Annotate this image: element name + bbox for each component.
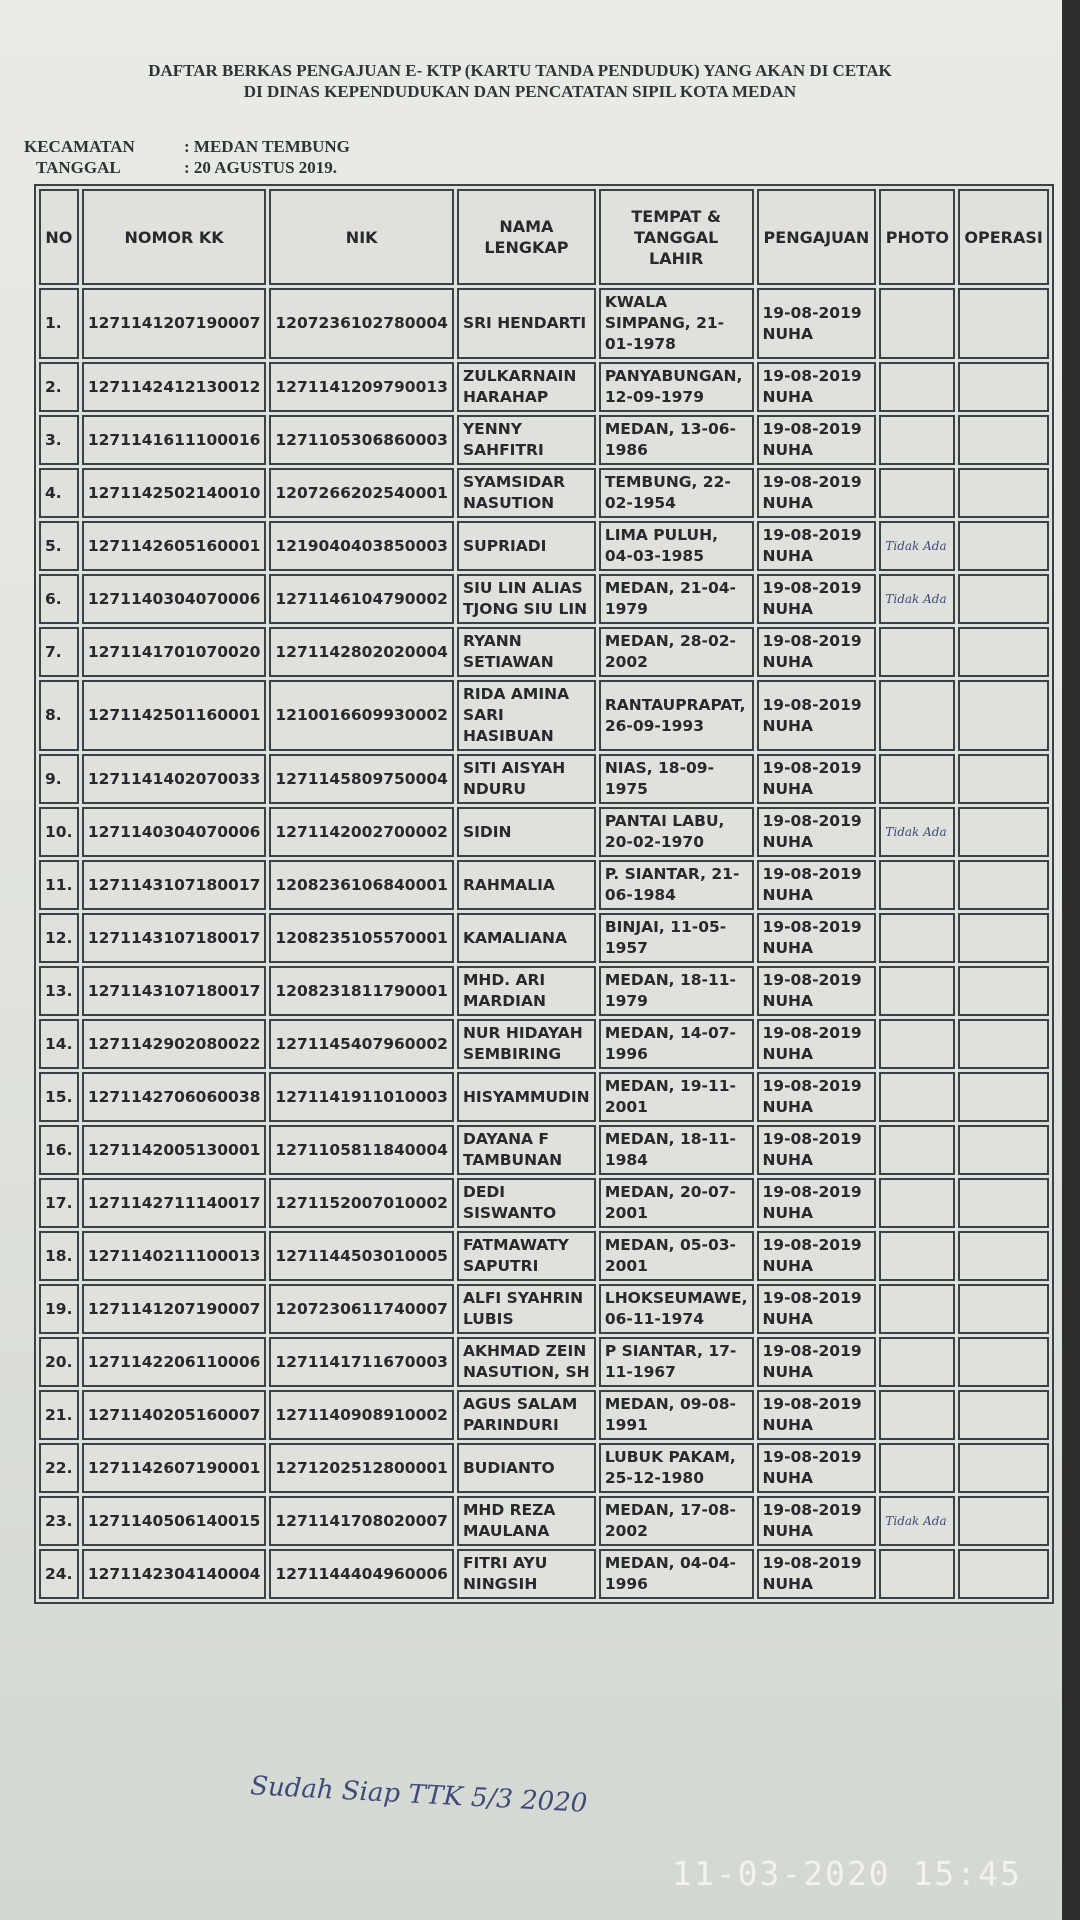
row-photo [879, 1443, 955, 1493]
table-row [39, 521, 1049, 571]
row-nik: 1207236102780004 [269, 288, 454, 359]
row-no: 10. [39, 807, 79, 857]
pengajuan-date: 19-08-2019 [762, 303, 862, 322]
row-nama: YENNY SAHFITRI [457, 415, 596, 465]
pengajuan-date: 19-08-2019 [762, 918, 862, 936]
row-photo: Tidak Ada [879, 807, 955, 857]
row-nik: 1208235105570001 [269, 913, 454, 963]
pengajuan-date: 19-08-2019 [762, 367, 862, 385]
pengajuan-date: 19-08-2019 [762, 1554, 862, 1572]
row-nama: BUDIANTO [457, 1443, 596, 1493]
row-nomor-kk: 1271142412130012 [82, 362, 267, 412]
row-photo [879, 1125, 955, 1175]
pengajuan-date: 19-08-2019 [762, 865, 862, 883]
row-operasi [958, 1072, 1049, 1122]
col-tempat-tanggal-lahir: TEMPAT & TANGGAL LAHIR [599, 189, 754, 285]
row-tempat-tanggal-lahir: KWALA SIMPANG, 21-01-1978 [599, 288, 754, 359]
pengajuan-date: 19-08-2019 [762, 1342, 862, 1360]
row-nik: 1271141209790013 [269, 362, 454, 412]
row-nik: 1271152007010002 [269, 1178, 454, 1228]
row-pengajuan [757, 574, 877, 624]
pengajuan-officer: NUHA [762, 833, 814, 851]
row-photo: Tidak Ada [879, 574, 955, 624]
table-row [39, 754, 1049, 804]
row-nik: 1219040403850003 [269, 521, 454, 571]
row-tempat-tanggal-lahir: MEDAN, 05-03-2001 [599, 1231, 754, 1281]
row-nomor-kk: 1271141207190007 [82, 1284, 267, 1334]
pengajuan-officer: NUHA [762, 1363, 814, 1381]
row-nama: MHD. ARI MARDIAN [457, 966, 596, 1016]
table-row [39, 913, 1049, 963]
pengajuan-officer: NUHA [762, 716, 814, 735]
row-nomor-kk: 1271142607190001 [82, 1443, 267, 1493]
pengajuan-officer: NUHA [762, 992, 814, 1010]
row-nik: 1208236106840001 [269, 860, 454, 910]
row-photo: Tidak Ada [879, 521, 955, 571]
row-nama: SYAMSIDAR NASUTION [457, 468, 596, 518]
row-operasi [958, 1231, 1049, 1281]
row-photo [879, 680, 955, 751]
applications-table [34, 184, 1054, 1604]
row-no: 23. [39, 1496, 79, 1546]
row-nama: NUR HIDAYAH SEMBIRING [457, 1019, 596, 1069]
pengajuan-officer: NUHA [762, 780, 814, 798]
row-nik: 1271141711670003 [269, 1337, 454, 1387]
row-nama: DAYANA F TAMBUNAN [457, 1125, 596, 1175]
row-operasi [958, 860, 1049, 910]
pengajuan-officer: NUHA [762, 1416, 814, 1434]
row-pengajuan [757, 1443, 877, 1493]
pengajuan-officer: NUHA [762, 600, 814, 618]
table-row [39, 680, 1049, 751]
row-photo [879, 1231, 955, 1281]
row-photo: Tidak Ada [879, 1496, 955, 1546]
title-line-1: DAFTAR BERKAS PENGAJUAN E- KTP (KARTU TANDA PENDUDUK) YANG AKAN DI CETAK [148, 61, 892, 80]
row-nama: AKHMAD ZEIN NASUTION, SH [457, 1337, 596, 1387]
row-nik: 1271144503010005 [269, 1231, 454, 1281]
pengajuan-date: 19-08-2019 [762, 420, 862, 438]
row-pengajuan [757, 521, 877, 571]
table-row [39, 362, 1049, 412]
row-photo [879, 1390, 955, 1440]
row-operasi [958, 1337, 1049, 1387]
pengajuan-date: 19-08-2019 [762, 526, 862, 544]
row-nama: SIU LIN ALIAS TJONG SIU LIN [457, 574, 596, 624]
row-nomor-kk: 1271143107180017 [82, 966, 267, 1016]
row-nomor-kk: 1271143107180017 [82, 913, 267, 963]
row-nama: SUPRIADI [457, 521, 596, 571]
row-no: 12. [39, 913, 79, 963]
pengajuan-date: 19-08-2019 [762, 1236, 862, 1254]
row-pengajuan [757, 415, 877, 465]
row-no: 18. [39, 1231, 79, 1281]
row-tempat-tanggal-lahir: NIAS, 18-09-1975 [599, 754, 754, 804]
row-pengajuan [757, 1496, 877, 1546]
row-operasi [958, 468, 1049, 518]
pengajuan-date: 19-08-2019 [762, 1130, 862, 1148]
table-row [39, 1019, 1049, 1069]
row-operasi [958, 807, 1049, 857]
pengajuan-officer: NUHA [762, 1204, 814, 1222]
table-row [39, 288, 1049, 359]
row-operasi [958, 1019, 1049, 1069]
table-row [39, 1390, 1049, 1440]
table-row [39, 1231, 1049, 1281]
row-tempat-tanggal-lahir: MEDAN, 28-02-2002 [599, 627, 754, 677]
row-no: 17. [39, 1178, 79, 1228]
row-nama: RIDA AMINA SARI HASIBUAN [457, 680, 596, 751]
row-nik: 1271142802020004 [269, 627, 454, 677]
row-nik: 1271140908910002 [269, 1390, 454, 1440]
row-nomor-kk: 1271141402070033 [82, 754, 267, 804]
table-body [39, 288, 1049, 1599]
table-row [39, 1125, 1049, 1175]
row-photo [879, 966, 955, 1016]
row-operasi [958, 521, 1049, 571]
pengajuan-date: 19-08-2019 [762, 1395, 862, 1413]
row-tempat-tanggal-lahir: MEDAN, 17-08-2002 [599, 1496, 754, 1546]
pengajuan-officer: NUHA [762, 1151, 814, 1169]
row-operasi [958, 574, 1049, 624]
row-photo [879, 1337, 955, 1387]
row-pengajuan [757, 680, 877, 751]
row-pengajuan [757, 966, 877, 1016]
row-nomor-kk: 1271140304070006 [82, 574, 267, 624]
row-photo [879, 1178, 955, 1228]
row-operasi [958, 1443, 1049, 1493]
row-pengajuan [757, 1072, 877, 1122]
row-tempat-tanggal-lahir: MEDAN, 20-07-2001 [599, 1178, 754, 1228]
pengajuan-officer: NUHA [762, 1257, 814, 1275]
row-no: 8. [39, 680, 79, 751]
row-tempat-tanggal-lahir: MEDAN, 18-11-1984 [599, 1125, 754, 1175]
row-nama: RAHMALIA [457, 860, 596, 910]
row-tempat-tanggal-lahir: PANTAI LABU, 20-02-1970 [599, 807, 754, 857]
row-pengajuan [757, 288, 877, 359]
row-no: 21. [39, 1390, 79, 1440]
row-nomor-kk: 1271142304140004 [82, 1549, 267, 1599]
row-pengajuan [757, 1178, 877, 1228]
row-operasi [958, 913, 1049, 963]
table-row [39, 468, 1049, 518]
pengajuan-officer: NUHA [762, 1310, 814, 1328]
table-row [39, 1549, 1049, 1599]
table-row [39, 627, 1049, 677]
col-operasi: OPERASI [958, 189, 1049, 285]
row-nama: MHD REZA MAULANA [457, 1496, 596, 1546]
pengajuan-officer: NUHA [762, 1522, 814, 1540]
row-operasi [958, 1390, 1049, 1440]
row-nik: 1271144404960006 [269, 1549, 454, 1599]
row-tempat-tanggal-lahir: PANYABUNGAN, 12-09-1979 [599, 362, 754, 412]
row-nomor-kk: 1271140211100013 [82, 1231, 267, 1281]
row-tempat-tanggal-lahir: MEDAN, 19-11-2001 [599, 1072, 754, 1122]
row-no: 3. [39, 415, 79, 465]
row-nomor-kk: 1271142005130001 [82, 1125, 267, 1175]
pengajuan-date: 19-08-2019 [762, 632, 862, 650]
row-operasi [958, 1496, 1049, 1546]
row-nomor-kk: 1271142902080022 [82, 1019, 267, 1069]
row-no: 24. [39, 1549, 79, 1599]
row-no: 20. [39, 1337, 79, 1387]
table-header-row [39, 189, 1049, 285]
row-nik: 1271105811840004 [269, 1125, 454, 1175]
col-no: NO [39, 189, 79, 285]
pengajuan-date: 19-08-2019 [762, 579, 862, 597]
tanggal-value: : 20 AGUSTUS 2019. [184, 158, 338, 177]
row-operasi [958, 1284, 1049, 1334]
pengajuan-officer: NUHA [762, 547, 814, 565]
row-no: 14. [39, 1019, 79, 1069]
row-nama: FITRI AYU NINGSIH [457, 1549, 596, 1599]
row-no: 7. [39, 627, 79, 677]
row-photo [879, 1019, 955, 1069]
row-pengajuan [757, 1125, 877, 1175]
row-no: 2. [39, 362, 79, 412]
row-photo [879, 468, 955, 518]
table-row [39, 1496, 1049, 1546]
col-photo: PHOTO [879, 189, 955, 285]
row-no: 15. [39, 1072, 79, 1122]
photo-timestamp: 11-03-2020 15:45 [672, 1854, 1022, 1893]
col-nik: NIK [269, 189, 454, 285]
row-tempat-tanggal-lahir: RANTAUPRAPAT, 26-09-1993 [599, 680, 754, 751]
row-pengajuan [757, 468, 877, 518]
row-nomor-kk: 1271140506140015 [82, 1496, 267, 1546]
pengajuan-officer: NUHA [762, 1469, 814, 1487]
row-nomor-kk: 1271141207190007 [82, 288, 267, 359]
row-nama: HISYAMMUDIN [457, 1072, 596, 1122]
table-row [39, 807, 1049, 857]
row-nama: AGUS SALAM PARINDURI [457, 1390, 596, 1440]
table-row [39, 574, 1049, 624]
row-pengajuan [757, 1284, 877, 1334]
row-nama: SITI AISYAH NDURU [457, 754, 596, 804]
pengajuan-date: 19-08-2019 [762, 759, 862, 777]
row-nik: 1208231811790001 [269, 966, 454, 1016]
row-tempat-tanggal-lahir: MEDAN, 21-04-1979 [599, 574, 754, 624]
pengajuan-officer: NUHA [762, 388, 814, 406]
pengajuan-officer: NUHA [762, 494, 814, 512]
row-nama: KAMALIANA [457, 913, 596, 963]
row-operasi [958, 288, 1049, 359]
row-operasi [958, 1178, 1049, 1228]
row-operasi [958, 627, 1049, 677]
row-tempat-tanggal-lahir: MEDAN, 04-04-1996 [599, 1549, 754, 1599]
pengajuan-officer: NUHA [762, 1098, 814, 1116]
row-nomor-kk: 1271140304070006 [82, 807, 267, 857]
row-photo [879, 1072, 955, 1122]
row-nik: 1271145809750004 [269, 754, 454, 804]
row-photo [879, 860, 955, 910]
row-tempat-tanggal-lahir: LUBUK PAKAM, 25-12-1980 [599, 1443, 754, 1493]
row-nama: ALFI SYAHRIN LUBIS [457, 1284, 596, 1334]
title-line-2: DI DINAS KEPENDUDUKAN DAN PENCATATAN SIPIL KOTA MEDAN [243, 82, 797, 101]
tanggal-label: TANGGAL [36, 158, 121, 177]
row-nomor-kk: 1271141611100016 [82, 415, 267, 465]
row-photo [879, 754, 955, 804]
row-pengajuan [757, 362, 877, 412]
row-photo [879, 913, 955, 963]
row-operasi [958, 680, 1049, 751]
table-row [39, 1178, 1049, 1228]
row-photo [879, 415, 955, 465]
row-no: 6. [39, 574, 79, 624]
row-nik: 1271105306860003 [269, 415, 454, 465]
pengajuan-officer: NUHA [762, 939, 814, 957]
row-nomor-kk: 1271143107180017 [82, 860, 267, 910]
pengajuan-date: 19-08-2019 [762, 473, 862, 491]
pengajuan-officer: NUHA [762, 1045, 814, 1063]
pengajuan-date: 19-08-2019 [762, 1077, 862, 1095]
row-no: 13. [39, 966, 79, 1016]
row-nik: 1271202512800001 [269, 1443, 454, 1493]
pengajuan-date: 19-08-2019 [762, 1024, 862, 1042]
pengajuan-date: 19-08-2019 [762, 812, 862, 830]
row-no: 16. [39, 1125, 79, 1175]
row-nik: 1271141911010003 [269, 1072, 454, 1122]
pengajuan-date: 19-08-2019 [762, 1448, 862, 1466]
pengajuan-officer: NUHA [762, 653, 814, 671]
row-tempat-tanggal-lahir: MEDAN, 09-08-1991 [599, 1390, 754, 1440]
row-tempat-tanggal-lahir: MEDAN, 13-06-1986 [599, 415, 754, 465]
row-operasi [958, 1549, 1049, 1599]
row-tempat-tanggal-lahir: MEDAN, 18-11-1979 [599, 966, 754, 1016]
row-nomor-kk: 1271142605160001 [82, 521, 267, 571]
row-nik: 1207230611740007 [269, 1284, 454, 1334]
row-tempat-tanggal-lahir: P. SIANTAR, 21-06-1984 [599, 860, 754, 910]
row-nama: SIDIN [457, 807, 596, 857]
row-nomor-kk: 1271142706060038 [82, 1072, 267, 1122]
row-nama: ZULKARNAIN HARAHAP [457, 362, 596, 412]
row-nik: 1210016609930002 [269, 680, 454, 751]
pengajuan-officer: NUHA [762, 441, 814, 459]
row-no: 4. [39, 468, 79, 518]
table-row [39, 1072, 1049, 1122]
row-no: 19. [39, 1284, 79, 1334]
row-nomor-kk: 1271142711140017 [82, 1178, 267, 1228]
pengajuan-date: 19-08-2019 [762, 971, 862, 989]
row-no: 5. [39, 521, 79, 571]
handwritten-footer-note: Sudah Siap TTK 5/3 2020 [249, 1771, 588, 1819]
row-nik: 1271145407960002 [269, 1019, 454, 1069]
document-title [20, 60, 1020, 102]
row-operasi [958, 415, 1049, 465]
table-row [39, 415, 1049, 465]
row-operasi [958, 1125, 1049, 1175]
row-pengajuan [757, 1019, 877, 1069]
document-meta [24, 136, 350, 178]
row-nik: 1271142002700002 [269, 807, 454, 857]
row-nomor-kk: 1271142502140010 [82, 468, 267, 518]
row-pengajuan [757, 860, 877, 910]
pengajuan-date: 19-08-2019 [762, 1183, 862, 1201]
row-operasi [958, 754, 1049, 804]
row-nik: 1271146104790002 [269, 574, 454, 624]
kecamatan-value: : MEDAN TEMBUNG [184, 137, 350, 156]
pengajuan-officer: NUHA [762, 324, 814, 343]
row-pengajuan [757, 627, 877, 677]
pengajuan-date: 19-08-2019 [762, 1501, 862, 1519]
row-nomor-kk: 1271140205160007 [82, 1390, 267, 1440]
row-nomor-kk: 1271142206110006 [82, 1337, 267, 1387]
row-pengajuan [757, 807, 877, 857]
row-photo [879, 627, 955, 677]
row-nama: SRI HENDARTI [457, 288, 596, 359]
row-nomor-kk: 1271141701070020 [82, 627, 267, 677]
row-nama: FATMAWATY SAPUTRI [457, 1231, 596, 1281]
pengajuan-date: 19-08-2019 [762, 695, 862, 714]
row-pengajuan [757, 1231, 877, 1281]
row-photo [879, 362, 955, 412]
row-no: 1. [39, 288, 79, 359]
row-no: 9. [39, 754, 79, 804]
table-row [39, 966, 1049, 1016]
row-photo [879, 288, 955, 359]
row-pengajuan [757, 913, 877, 963]
row-nik: 1207266202540001 [269, 468, 454, 518]
pengajuan-officer: NUHA [762, 1575, 814, 1593]
row-nik: 1271141708020007 [269, 1496, 454, 1546]
col-pengajuan: PENGAJUAN [757, 189, 877, 285]
row-tempat-tanggal-lahir: LIMA PULUH, 04-03-1985 [599, 521, 754, 571]
row-pengajuan [757, 1549, 877, 1599]
row-nama: DEDI SISWANTO [457, 1178, 596, 1228]
row-operasi [958, 966, 1049, 1016]
row-pengajuan [757, 754, 877, 804]
pengajuan-officer: NUHA [762, 886, 814, 904]
row-tempat-tanggal-lahir: P SIANTAR, 17-11-1967 [599, 1337, 754, 1387]
row-nomor-kk: 1271142501160001 [82, 680, 267, 751]
pengajuan-date: 19-08-2019 [762, 1289, 862, 1307]
table-row [39, 1284, 1049, 1334]
row-no: 11. [39, 860, 79, 910]
row-photo [879, 1284, 955, 1334]
row-tempat-tanggal-lahir: MEDAN, 14-07-1996 [599, 1019, 754, 1069]
table-row [39, 860, 1049, 910]
table-row [39, 1443, 1049, 1493]
kecamatan-label: KECAMATAN [24, 137, 135, 156]
row-pengajuan [757, 1337, 877, 1387]
row-tempat-tanggal-lahir: TEMBUNG, 22-02-1954 [599, 468, 754, 518]
row-nama: RYANN SETIAWAN [457, 627, 596, 677]
col-nomor-kk: NOMOR KK [82, 189, 267, 285]
row-operasi [958, 362, 1049, 412]
row-tempat-tanggal-lahir: BINJAI, 11-05-1957 [599, 913, 754, 963]
col-nama-lengkap: NAMA LENGKAP [457, 189, 596, 285]
row-tempat-tanggal-lahir: LHOKSEUMAWE, 06-11-1974 [599, 1284, 754, 1334]
row-no: 22. [39, 1443, 79, 1493]
row-pengajuan [757, 1390, 877, 1440]
table-row [39, 1337, 1049, 1387]
row-photo [879, 1549, 955, 1599]
